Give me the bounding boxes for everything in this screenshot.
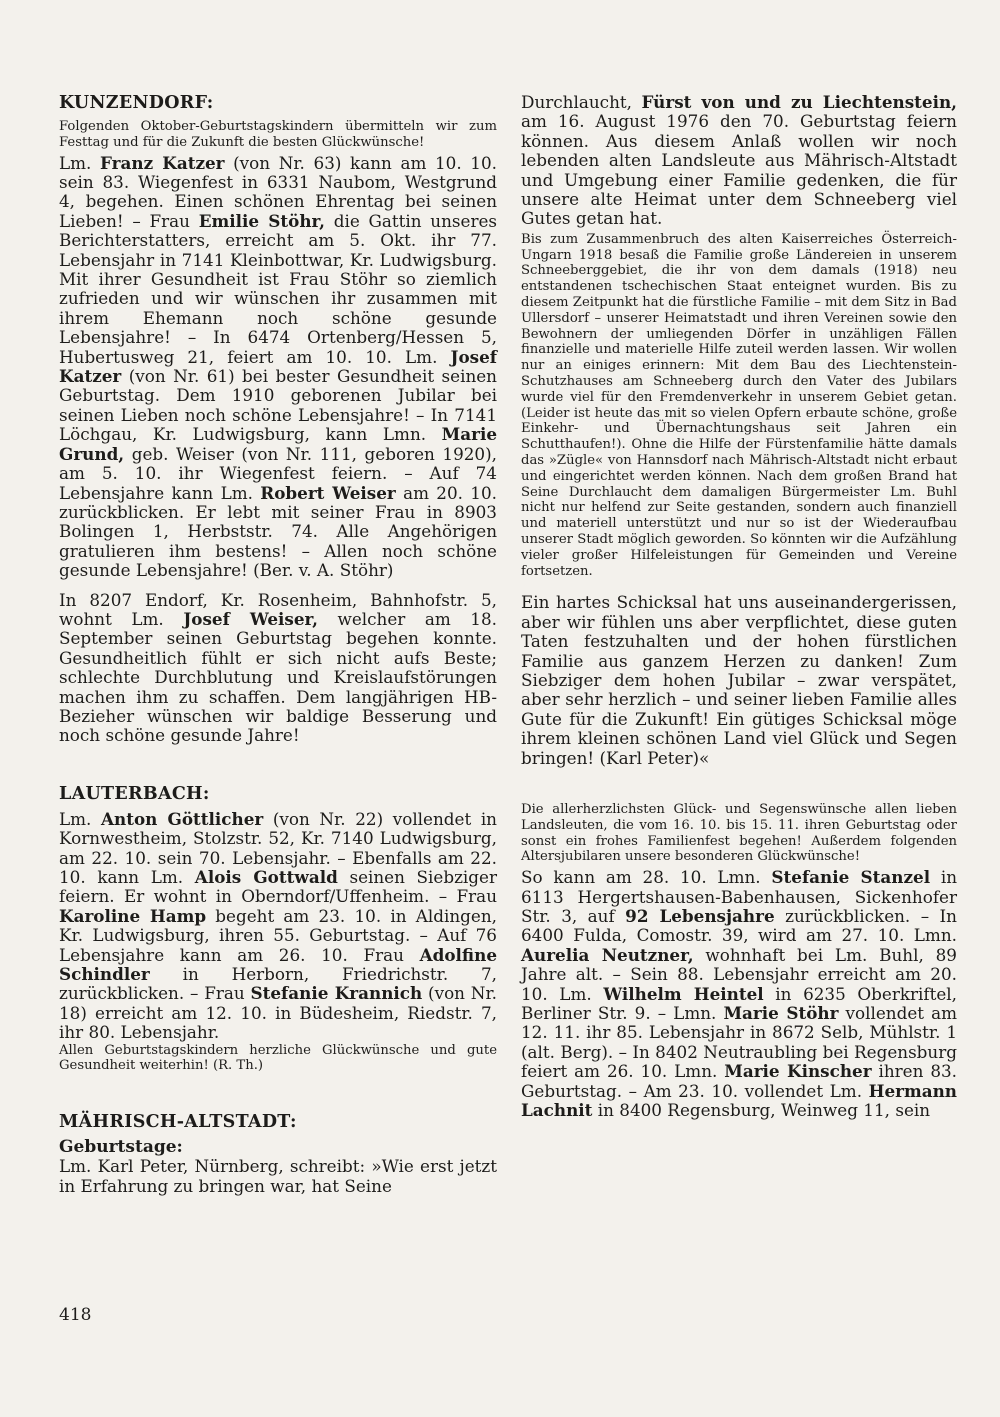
section-heading-lauterbach: LAUTERBACH: — [59, 783, 210, 804]
right-paragraph-4: Die allerherzlichsten Glück- und Segenswünsche allen lieben Landsleuten, die vom 16. 10. bis 15. 11. ihren Geburtstag oder sonst ein frohes Familienfest begehen! Außerdem folgenden Altersjubilaren unsere besonderen Glückwünsche! — [521, 802, 957, 865]
right-paragraph-5: So kann am 28. 10. Lmn. Stefanie Stanzel in 6113 Hergertshausen-Babenhausen, Sickenhofer Str. 3, auf 92 Lebensjahre zurückblicken. – In 6400 Fulda, Comostr. 39, wird am 27. 10. Lmn. Aurelia Neutzner, wohnhaft bei Lm. Buhl, 89 Jahre alt. – Sein 88. Lebensjahr erreicht am 20. 10. Lm. Wilhelm Heintel in 6235 Oberkriftel, Berliner Str. 9. – Lmn. Marie Stöhr vollendet am 12. 11. ihr 85. Lebensjahr in 8672 Selb, Mühlstr. 1 (alt. Berg). – In 8402 Neutraubling bei Regensburg feiert am 26. 10. Lmn. Marie Kinscher ihren 83. Geburtstag. – Am 23. 10. vollendet Lm. Hermann Lachnit in 8400 Regensburg, Weinweg 11, sein — [521, 867, 958, 1121]
kunzendorf-paragraph-2: In 8207 Endorf, Kr. Rosenheim, Bahnhofstr. 5, wohnt Lm. Josef Weiser, welcher am 18. September seinen Geburtstag begehen konnte. Gesundheitlich fühlt er sich nicht aufs Beste; schlechte Durchblutung und Kreislaufstörungen machen ihm zu schaffen. Dem langjährigen HB-Bezieher wünschen wir baldige Besserung und noch schöne gesunde Jahre! — [59, 589, 497, 746]
right-paragraph-2: Bis zum Zusammenbruch des alten Kaiserreiches Österreich-Ungarn 1918 besaß die Familie große Ländereien in unserem Schneeberggebiet, die ihr von dem damals (1918) neu entstandenen tschechischen Staat enteignet wurden. Bis zu diesem Zeitpunkt hat die fürstliche Familie – mit dem Sitz in Bad Ullersdorf – unserer Heimatstadt und ihren Vereinen sowie den Bewohnern der umliegenden Dörfer in unzähligen Fällen finanzielle und materielle Hilfe zuteil werden lassen. Wir wollen nur an einiges erinnern: Mit dem Bau des Liechtenstein-Schutzhauses am Schneeberg durch den Vater des Jubilars wurde viel für den Fremdenverkehr in unserem Gebiet getan. (Leider ist heute das mit so vielen Opfern erbaute schöne, große Einkehr- und Übernachtungshaus seit Jahren ein Schutthaufen!). Ohne die Hilfe der Fürstenfamilie hätte damals das »Zügle« von Hannsdorf nach Mährisch-Altstadt nicht erbaut und eingerichtet werden können. Nach dem großen Brand hat Seine Durchlaucht dem damaligen Bürgermeister Lm. Buhl nicht nur helfend zur Seite gestanden, sondern auch finanziell und materiell unterstützt und nur so ist der Wiederaufbau unserer Stadt möglich geworden. So könnten wir die Aufzählung vieler großer Hilfeleistungen für Gemeinden und Vereine fortsetzen. — [521, 231, 957, 579]
section-heading-kunzendorf: KUNZENDORF: — [59, 93, 214, 113]
lauterbach-paragraph-1: Lm. Anton Göttlicher (von Nr. 22) vollendet in Kornwestheim, Stolzstr. 52, Kr. 7140 Ludwigsburg, am 22. 10. sein 70. Lebensjahr. – Ebenfalls am 22. 10. kann Lm. Alois Gottwald seinen Siebziger feiern. Er wohnt in Oberndorf/Uffenheim. – Frau Karoline Hamp begeht am 23. 10. in Aldingen, Kr. Ludwigsburg, ihren 55. Geburtstag. – Auf 76 Lebensjahre kann am 26. 10. Frau Adolfine Schindler in Herborn, Friedrichstr. 7, zurückblicken. – Frau Stefanie Krannich (von Nr. 18) erreicht am 12. 10. in Büdesheim, Riedstr. 7, ihr 80. Lebensjahr. — [59, 808, 497, 1043]
right-paragraph-3: Ein hartes Schicksal hat uns auseinandergerissen, aber wir fühlen uns aber verpflichtet, diese guten Taten festzuhalten und der hohen fürstlichen Familie aus ganzem Herzen zu danken! Zum Siebziger dem hohen Jubilar – zwar verspätet, aber sehr herzlich – und seiner lieben Familie alles Gute für die Zukunft! Ein gütiges Schicksal möge ihrem kleinen schönen Land viel Glück und Segen bringen! (Karl Peter)« — [521, 592, 957, 768]
subheading-geburtstage: Geburtstage: — [59, 1137, 183, 1158]
kunzendorf-intro: Folgenden Oktober-Geburtstagskindern übermitteln wir zum Festtag und für die Zukunft die besten Glückwünsche! — [59, 119, 497, 150]
left-column — [59, 93, 497, 1196]
lauterbach-closing: Allen Geburtstagskindern herzliche Glückwünsche und gute Gesundheit weiterhin! (R. Th.) — [59, 1042, 497, 1074]
kunzendorf-paragraph-1: Lm. Franz Katzer (von Nr. 63) kann am 10. 10. sein 83. Wiegenfest in 6331 Naubom, Westgrund 4, begehen. Einen schönen Ehrentag bei seinen Lieben! – Frau Emilie Stöhr, die Gattin unseres Berichterstatters, erreicht am 5. Okt. ihr 77. Lebensjahr in 7141 Kleinbottwar, Kr. Ludwigsburg. Mit ihrer Gesundheit ist Frau Stöhr so ziemlich zufrieden und wir wünschen ihr zusammen mit ihrem Ehemann noch schöne gesunde Lebensjahre! – In 6474 Ortenberg/Hessen 5, Hubertusweg 21, feiert am 10. 10. Lm. Josef Katzer (von Nr. 61) bei bester Gesundheit seinen Geburtstag. Dem 1910 geborenen Jubilar bei seinen Lieben noch schöne Lebensjahre! – In 7141 Löchgau, Kr. Ludwigsburg, kann Lmn. Marie Grund, geb. Weiser (von Nr. 111, geboren 1920), am 5. 10. ihr Wiegenfest feiern. – Auf 74 Lebensjahre kann Lm. Robert Weiser am 20. 10. zurückblicken. Er lebt mit seiner Frau in 8903 Bolingen 1, Herbststr. 74. Alle Angehörigen gratulieren ihm bestens! – Allen noch schöne gesunde Lebensjahre! (Ber. v. A. Stöhr) — [59, 152, 498, 581]
right-paragraph-1: Durchlaucht, Fürst von und zu Liechtenstein, am 16. August 1976 den 70. Geburtstag feiern können. Aus diesem Anlaß wollen wir noch lebenden alten Landsleute aus Mährisch-Altstadt und Umgebung einer Familie gedenken, die für unsere alte Heimat unter dem Schneeberg viel Gutes getan hat. — [521, 92, 957, 229]
section-heading-maehrisch-altstadt: MÄHRISCH-ALTSTADT: — [59, 1112, 297, 1133]
page-number: 418 — [59, 1305, 92, 1325]
right-column — [521, 93, 957, 1121]
altstadt-paragraph-1: Lm. Karl Peter, Nürnberg, schreibt: »Wie erst jetzt in Erfahrung zu bringen war, hat Seine — [59, 1156, 497, 1196]
